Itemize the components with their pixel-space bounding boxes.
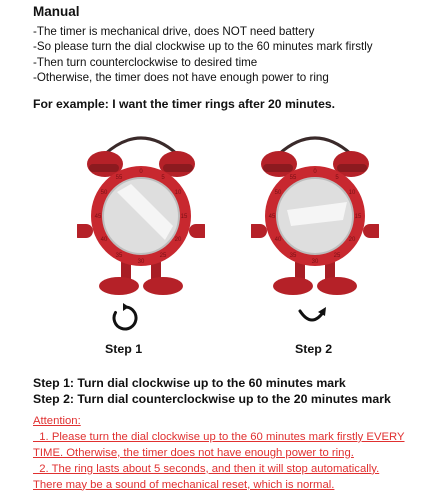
svg-text:40: 40 <box>274 237 282 243</box>
svg-text:25: 25 <box>333 253 341 259</box>
svg-text:30: 30 <box>137 259 145 265</box>
svg-text:10: 10 <box>348 190 356 196</box>
manual-title: Manual <box>33 4 80 19</box>
svg-text:0: 0 <box>313 169 317 175</box>
svg-text:35: 35 <box>289 253 297 259</box>
manual-line: -Otherwise, the timer does not have enough power to ring <box>33 70 329 84</box>
svg-text:10: 10 <box>174 190 182 196</box>
svg-text:55: 55 <box>115 175 123 181</box>
svg-text:45: 45 <box>94 214 102 220</box>
svg-text:55: 55 <box>289 175 297 181</box>
svg-text:5: 5 <box>161 175 165 181</box>
right-foot <box>143 277 183 295</box>
svg-text:45: 45 <box>268 214 276 220</box>
timer-illustration <box>77 130 205 305</box>
attention-heading: Attention: <box>33 415 81 427</box>
svg-text:50: 50 <box>100 190 108 196</box>
step-1-label: Step 1 <box>105 342 143 356</box>
left-foot <box>99 277 139 295</box>
right-arm <box>189 224 205 238</box>
counterclockwise-arrow-icon <box>297 303 327 333</box>
svg-text:40: 40 <box>100 237 108 243</box>
attention-note <box>33 414 433 494</box>
attention-line: 2. The ring lasts about 5 seconds, and then it will stop automatically. <box>33 462 380 475</box>
example-heading: For example: I want the timer rings after 20 minutes. <box>33 97 336 111</box>
left-arm <box>251 224 267 238</box>
step-2-label: Step 2 <box>295 342 333 356</box>
svg-text:25: 25 <box>159 253 167 259</box>
manual-line: -So please turn the dial clockwise up to the 60 minutes mark firstly <box>33 40 373 54</box>
instruction-line: Step 1: Turn dial clockwise up to the 60 minutes mark <box>33 376 346 390</box>
timer-image-step-2 <box>251 130 379 305</box>
left-arm <box>77 224 93 238</box>
svg-text:20: 20 <box>174 237 182 243</box>
right-arm <box>363 224 379 238</box>
timer-illustration <box>251 130 379 305</box>
svg-text:15: 15 <box>354 214 362 220</box>
svg-text:15: 15 <box>180 214 188 220</box>
attention-line: TIME. Otherwise, the timer does not have enough power to ring. <box>33 446 354 459</box>
svg-text:5: 5 <box>335 175 339 181</box>
svg-text:50: 50 <box>274 190 282 196</box>
left-foot <box>273 277 313 295</box>
clockwise-arrow-icon <box>110 303 140 333</box>
timer-image-step-1 <box>77 130 205 305</box>
manual-line: -The timer is mechanical drive, does NOT need battery <box>33 25 315 38</box>
instruction-line: Step 2: Turn dial counterclockwise up to the 20 minutes mark <box>33 391 391 406</box>
right-foot <box>317 277 357 295</box>
svg-text:0: 0 <box>139 169 143 175</box>
manual-line: -Then turn counterclockwise to desired time <box>33 55 258 69</box>
attention-line: 1. Please turn the dial clockwise up to the 60 minutes mark firstly EVERY <box>33 430 405 443</box>
svg-text:35: 35 <box>115 253 123 259</box>
instructions <box>33 376 391 407</box>
attention-line: There may be a sound of mechanical reset, which is normal. <box>33 478 335 491</box>
svg-text:30: 30 <box>311 259 319 265</box>
svg-text:20: 20 <box>348 237 356 243</box>
manual-lines <box>33 24 373 85</box>
